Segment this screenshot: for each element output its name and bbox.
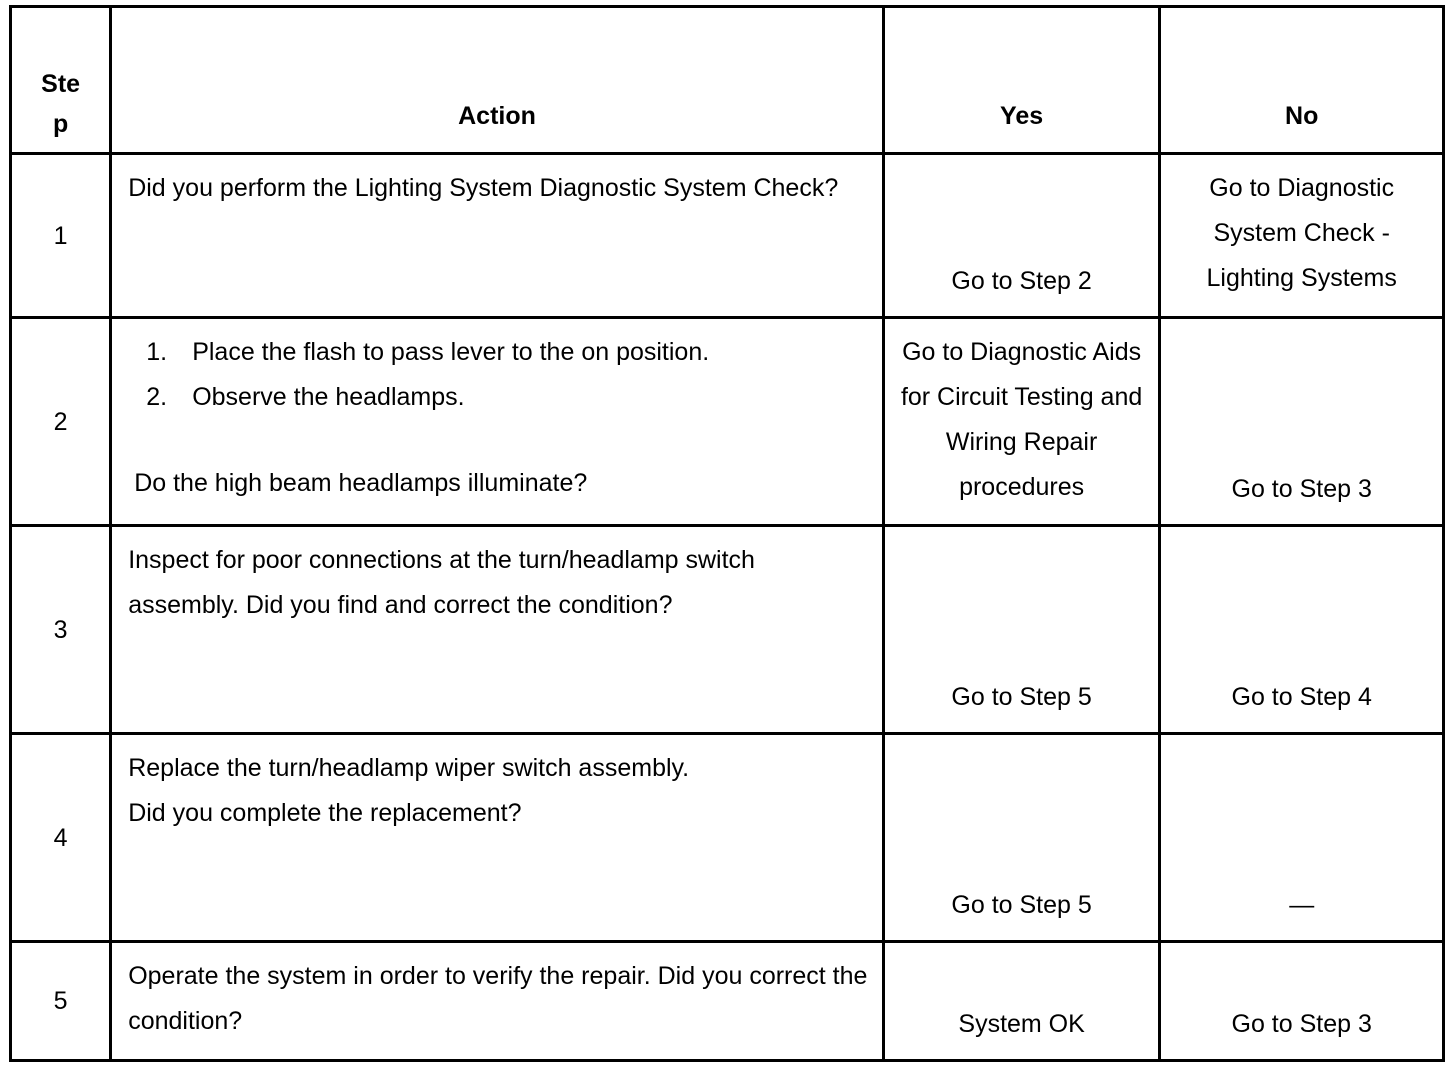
no-cell bbox=[1160, 942, 1444, 1061]
step-number: 3 bbox=[53, 615, 68, 644]
header-no bbox=[1160, 7, 1444, 154]
list-item-text: Place the flash to pass lever to the on position. bbox=[192, 338, 710, 366]
no-text: Go to Step 3 bbox=[1231, 1010, 1372, 1038]
action-content bbox=[112, 319, 882, 506]
action-line: Replace the turn/headlamp wiper switch assembly. bbox=[128, 754, 690, 782]
header-no-label: No bbox=[1285, 102, 1319, 130]
list-item-text: Observe the headlamps. bbox=[192, 383, 465, 411]
diagnostic-table bbox=[9, 5, 1445, 1062]
step-cell bbox=[11, 154, 111, 318]
list-item-number: 2. bbox=[146, 383, 168, 411]
yes-text: Go to Diagnostic Aids for Circuit Testing and Wiring Repair procedures bbox=[900, 338, 1143, 501]
yes-cell bbox=[883, 734, 1160, 942]
no-text: Go to Step 3 bbox=[1231, 475, 1372, 503]
action-steps-list bbox=[128, 330, 868, 420]
no-cell bbox=[1160, 526, 1444, 734]
table-header-row bbox=[11, 7, 1444, 154]
header-step-label: Step bbox=[41, 70, 81, 138]
action-text: Operate the system in order to verify the repair. Did you correct the condition? bbox=[128, 962, 868, 1035]
yes-cell bbox=[883, 154, 1160, 318]
step-number: 2 bbox=[53, 407, 68, 436]
table-row bbox=[11, 526, 1444, 734]
action-cell bbox=[111, 318, 884, 526]
step-number: 4 bbox=[53, 823, 68, 852]
step-number: 1 bbox=[53, 221, 68, 250]
yes-text: Go to Step 2 bbox=[951, 267, 1092, 295]
action-text: Did you perform the Lighting System Diagnostic System Check? bbox=[128, 174, 839, 202]
action-cell bbox=[111, 942, 884, 1061]
no-cell bbox=[1160, 734, 1444, 942]
header-yes bbox=[883, 7, 1160, 154]
action-question: Do the high beam headlamps illuminate? bbox=[134, 469, 588, 497]
action-content bbox=[112, 735, 882, 836]
header-action-label: Action bbox=[458, 102, 536, 130]
yes-cell bbox=[883, 318, 1160, 526]
no-cell bbox=[1160, 154, 1444, 318]
action-line: Did you complete the replacement? bbox=[128, 799, 522, 827]
no-text: Go to Step 4 bbox=[1231, 683, 1372, 711]
table-row bbox=[11, 154, 1444, 318]
yes-text: Go to Step 5 bbox=[951, 683, 1092, 711]
action-cell bbox=[111, 734, 884, 942]
yes-text: Go to Step 5 bbox=[951, 891, 1092, 919]
action-cell bbox=[111, 526, 884, 734]
list-item bbox=[146, 330, 868, 375]
header-step bbox=[11, 7, 111, 154]
no-cell bbox=[1160, 318, 1444, 526]
yes-text: System OK bbox=[958, 1010, 1085, 1038]
step-cell bbox=[11, 526, 111, 734]
list-item-number: 1. bbox=[146, 338, 168, 366]
step-cell bbox=[11, 942, 111, 1061]
table-row bbox=[11, 318, 1444, 526]
table-row bbox=[11, 942, 1444, 1061]
table-row bbox=[11, 734, 1444, 942]
step-cell bbox=[11, 734, 111, 942]
yes-cell bbox=[883, 526, 1160, 734]
action-cell bbox=[111, 154, 884, 318]
step-cell bbox=[11, 318, 111, 526]
header-action bbox=[111, 7, 884, 154]
no-text: — bbox=[1289, 891, 1315, 919]
action-text: Inspect for poor connections at the turn/headlamp switch assembly. Did you find and correct the condition? bbox=[128, 546, 755, 619]
header-yes-label: Yes bbox=[1000, 102, 1044, 130]
no-text: Go to Diagnostic System Check - Lighting Systems bbox=[1206, 174, 1397, 292]
list-item bbox=[146, 375, 868, 420]
yes-cell bbox=[883, 942, 1160, 1061]
step-number: 5 bbox=[53, 987, 68, 1015]
